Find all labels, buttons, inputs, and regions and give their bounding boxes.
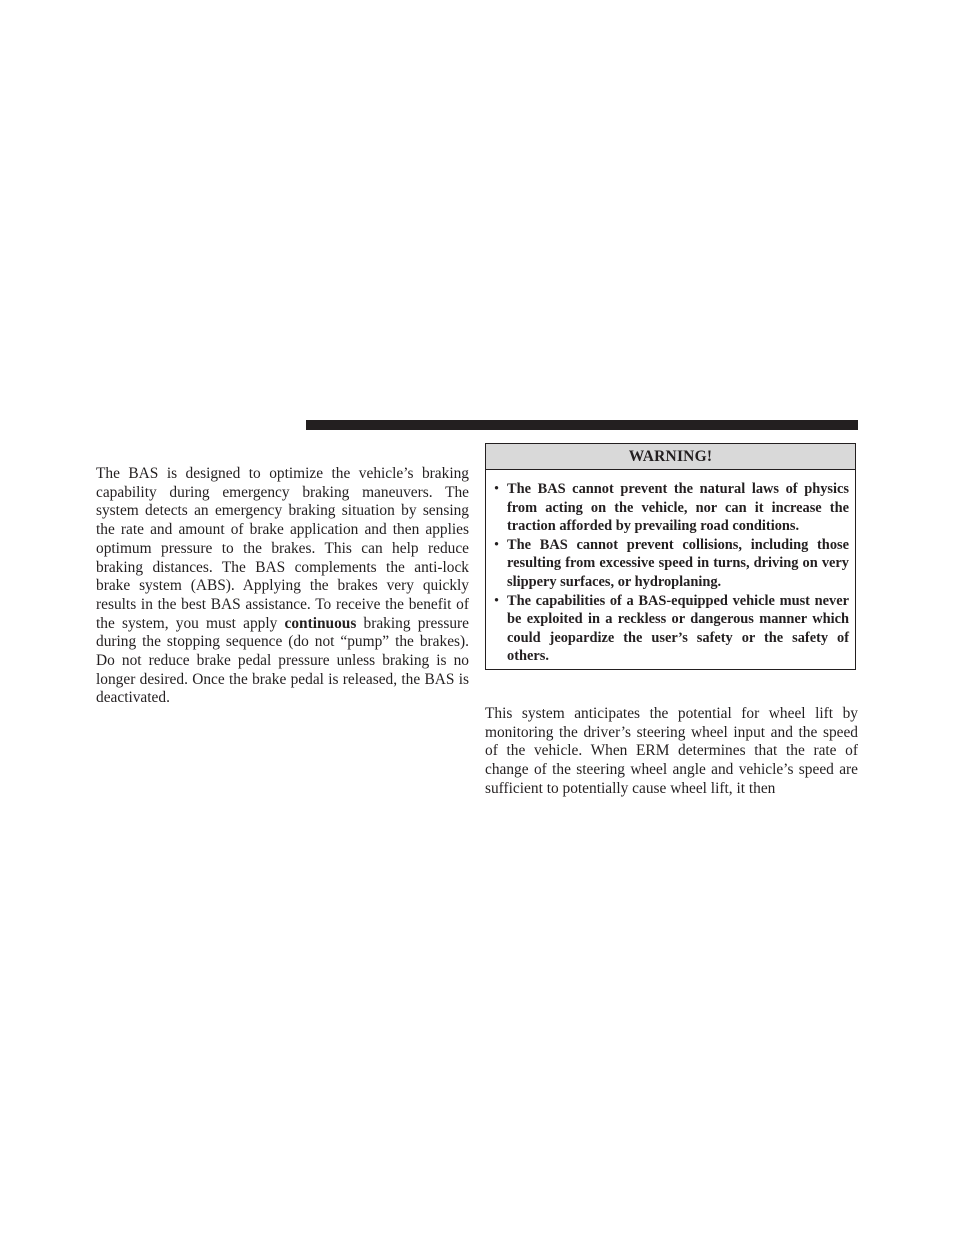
- warning-item-text: The BAS cannot prevent the natural laws of physics from acting on the vehicle, nor can it increase the traction afforded by prevailing road conditions.: [507, 481, 849, 535]
- warning-title: WARNING!: [486, 444, 855, 470]
- bas-paragraph: [96, 465, 469, 708]
- bullet-icon: •: [494, 536, 500, 553]
- warning-box: [485, 443, 856, 670]
- bas-paragraph-part1: The BAS is designed to optimize the vehicle’s braking capability during emergency braking maneuvers. The system detects an emergency braking situation by sensing the rate and amount of brake application and then applies optimum pressure to the brakes. This can help reduce braking distances. The BAS complements the anti-lock brake system (ABS). Applying the brakes very quickly results in the best BAS assistance. To receive the benefit of the system, you must apply: [96, 465, 469, 632]
- bullet-icon: •: [494, 481, 500, 497]
- bas-paragraph-part2: braking pressure during the stopping sequence (do not “pump” the brakes). Do not reduce brake pedal pressure unless braking is no longer desired. Once the brake pedal is released, the BAS is deactivated.: [96, 614, 469, 707]
- warning-item: [494, 536, 849, 592]
- section-header-rule: [306, 420, 858, 430]
- warning-list: [486, 470, 855, 666]
- warning-item-text: The BAS cannot prevent collisions, including those resulting from excessive speed in turns, driving on very slippery surfaces, or hydroplaning.: [507, 536, 849, 590]
- erm-paragraph: This system anticipates the potential for wheel lift by monitoring the driver’s steering wheel input and the speed of the vehicle. When ERM determines that the rate of change of the steering wheel angle and vehicle’s speed are sufficient to potentially cause wheel lift, it then: [485, 705, 858, 797]
- warning-item: [494, 480, 849, 536]
- warning-item-text: The capabilities of a BAS-equipped vehicle must never be exploited in a reckless or dangerous manner which could jeopardize the user’s safety or the safety of others.: [507, 592, 849, 665]
- bas-paragraph-bold: continuous: [284, 614, 357, 632]
- warning-item: [494, 592, 849, 666]
- bullet-icon: •: [494, 592, 500, 609]
- bas-description: [96, 465, 469, 708]
